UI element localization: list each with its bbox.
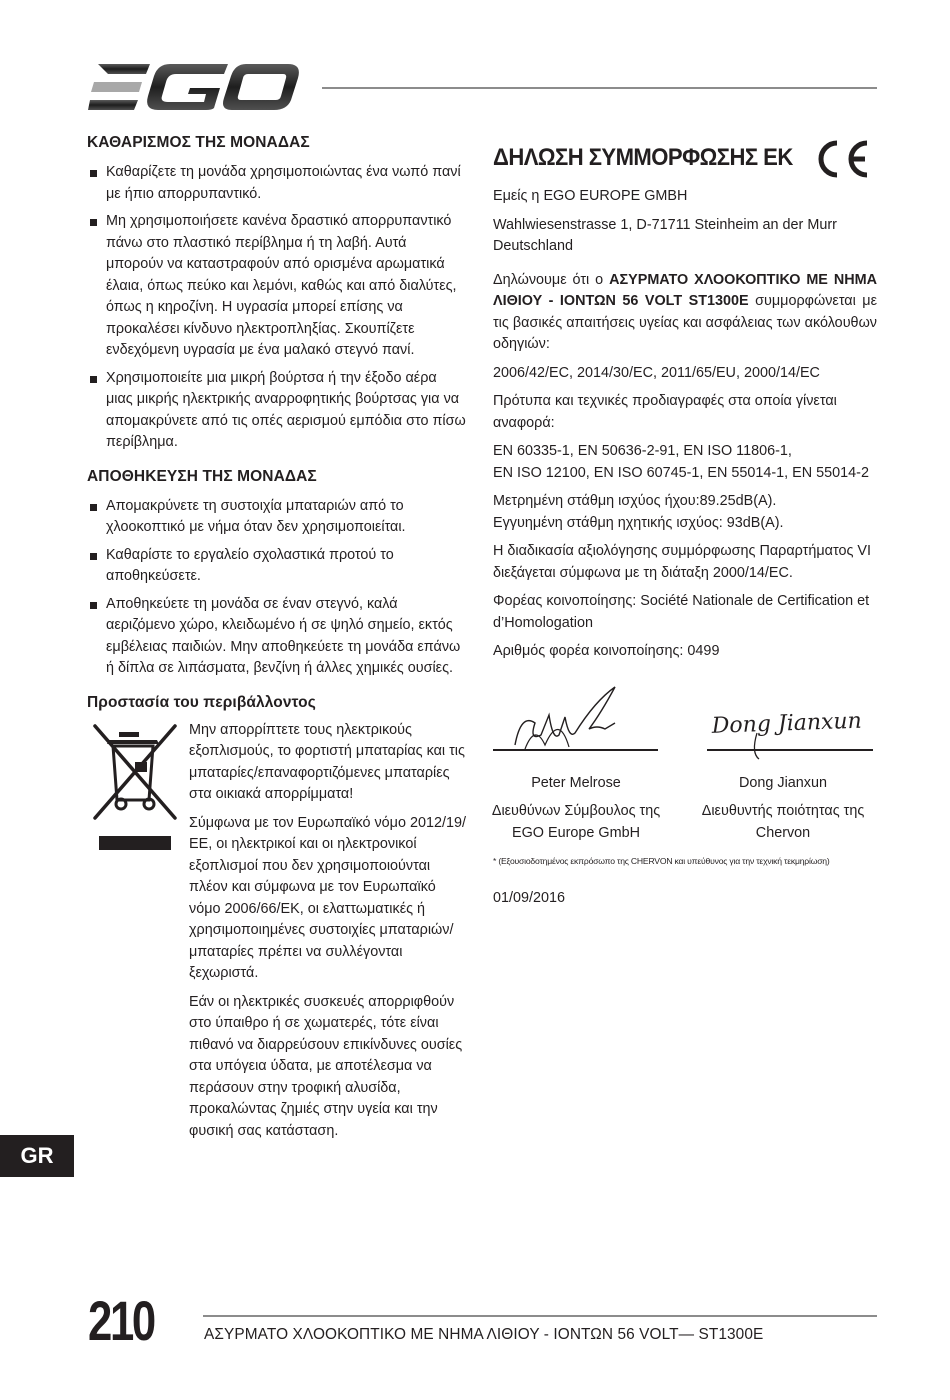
- crossed-bin-icon: [91, 722, 181, 850]
- language-tab: GR: [0, 1135, 74, 1177]
- environment-paragraph: Σύμφωνα με τον Ευρωπαϊκό νόμο 2012/19/ΕΕ, οι ηλεκτρικοί και οι ηλεκτρονικοί εξοπλισμοί που δεν χρησιμοποιούνται πλέον και σύμφωνα με τον Ευρωπαϊκό νόμο 2006/66/ΕΚ, οι ελαττωματικές ή χρησιμοποιημένες συστοιχίες μπαταριών/μπαταρίες πρέπει να συλλέγονται ξεχωριστά.: [189, 814, 466, 981]
- footer-product-title: ΑΣΥΡΜΑΤΟ ΧΛΟΟΚΟΠΤΙΚΟ ΜΕ ΝΗΜΑ ΛΙΘΙΟΥ - ΙΟΝΤΩΝ 56 VOLT— ST1300E: [204, 1326, 764, 1343]
- product-name: ΑΣΥΡΜΑΤΟ ΧΛΟΟΚΟΠΤΙΚΟ ΜΕ ΝΗΜΑ ΛΙΘΙΟΥ - ΙΟΝΤΩΝ 56 VOLT ST1300E: [493, 271, 877, 309]
- signer-2: [693, 773, 873, 845]
- list-item: Χρησιμοποιείτε μια μικρή βούρτσα ή την έξοδο αέρα μιας μικρής ηλεκτρικής αναρροφητικής βούρτσας για να απομακρύνετε από τις οπές αερισμού εμπόδια στο πίσω περίβλημα.: [87, 368, 467, 454]
- declaration-post: συμμορφώνεται με τις βασικές απαιτήσεις υγείας και ασφάλειας των ακόλουθων οδηγιών:: [493, 293, 877, 352]
- environment-paragraph: Εάν οι ηλεκτρικές συσκευές απορριφθούν στο ύπαιθρο ή σε χωματερές, τότε είναι πιθανό να διαρρεύσουν επικίνδυνες ουσίες στα υπόγεια ύδατα, με αποτέλεσμα να περάσουν στην τροφική αλυσίδα, προκαλώντας ζημιές στην υγεία και την φυσική σας κατάσταση.: [189, 993, 463, 1139]
- declaration-title: ΔΗΛΩΣΗ ΣΥΜΜΟΡΦΩΣΗΣ ΕΚ: [493, 144, 793, 171]
- signer-title: Διευθυντής ποιότητας της Chervon: [701, 803, 865, 841]
- list-item: Απομακρύνετε τη συστοιχία μπαταριών από το χλοοκοπτικό με νήμα όταν δεν χρησιμοποιείται.: [87, 496, 467, 539]
- signer-names: [493, 773, 877, 845]
- guaranteed-noise: Εγγυημένη στάθμη ηχητικής ισχύος: 93dB(A).: [493, 514, 784, 531]
- svg-text:Dong Jianxun: Dong Jianxun: [711, 708, 863, 739]
- page-number: 210: [88, 1289, 154, 1352]
- footer-rule: [203, 1315, 877, 1317]
- declaration-date: 01/09/2016: [493, 890, 566, 906]
- address: Wahlwiesenstrasse 1, D-71711 Steinheim an der Murr Deutschland: [493, 216, 837, 254]
- signer-title: Διευθύνων Σύμβουλος της EGO Europe GmbH: [491, 803, 661, 841]
- footnote: * (Εξουσιοδοτημένος εκπρόσωπο της CHERVON και υπεύθυνος για την τεχνική τεκμηρίωση): [493, 856, 830, 866]
- directives: 2006/42/EC, 2014/30/EC, 2011/65/EU, 2000/14/EC: [493, 364, 820, 381]
- environment-section: [87, 720, 467, 1143]
- ego-logo: [88, 62, 303, 114]
- cleaning-title: ΚΑΘΑΡΙΣΜΟΣ ΤΗΣ ΜΟΝΑΔΑΣ: [87, 134, 310, 151]
- list-item: Μη χρησιμοποιήσετε κανένα δραστικό απορρυπαντικό πάνω στο πλαστικό περίβλημα ή τη λαβή. Αυτά μπορούν να καταστραφούν από ορισμένα αρωματικά έλαια, όπως πεύκο και λεμόνι, καθώς και από διαλύτες, όπως η κηροζίνη. Η υγρασία μπορεί επίσης να προκαλέσει κίνδυνο ηλεκτροπληξίας. Σκουπίζετε ενδεχόμενη υγρασία με ένα μαλακό στεγνό πανί.: [87, 211, 467, 362]
- list-item: Καθαρίστε το εργαλείο σχολαστικά προτού το αποθηκεύσετε.: [87, 545, 467, 588]
- environment-title: Προστασία του περιβάλλοντος: [87, 693, 316, 711]
- standards-list: [493, 441, 877, 484]
- noise-levels: [493, 491, 877, 534]
- standards-line: EN ISO 12100, EN ISO 60745-1, EN 55014-1, EN 55014-2: [493, 464, 869, 481]
- signer-name: Peter Melrose: [531, 774, 621, 791]
- signer-name: Dong Jianxun: [738, 774, 827, 791]
- notified-body: Φορέας κοινοποίησης: Société Nationale de Certification et d’Homologation: [493, 593, 870, 631]
- declaration-text: [493, 270, 877, 356]
- signer-1: [483, 773, 669, 845]
- environment-paragraph: Μην απορρίπτετε τους ηλεκτρικούς εξοπλισμούς, το φορτιστή μπαταρίας και τις μπαταρίες/επαναφορτιζόμενες μπαταρίες στα οικιακά απορρίμματα!: [189, 721, 465, 802]
- declaration-pre: Δηλώνουμε ότι ο: [493, 271, 610, 288]
- signature-peter-melrose: [505, 683, 630, 753]
- signature-line: [707, 749, 873, 751]
- cleaning-list: [87, 162, 467, 454]
- signature-dong-jianxun: [707, 703, 867, 763]
- signatures: [493, 683, 877, 763]
- storage-title: ΑΠΟΘΗΚΕΥΣΗ ΤΗΣ ΜΟΝΑΔΑΣ: [87, 467, 317, 485]
- signature-line: [493, 749, 658, 751]
- header-rule: [322, 87, 877, 89]
- storage-list: [87, 496, 467, 680]
- standards-intro: Πρότυπα και τεχνικές προδιαγραφές στα οποία γίνεται αναφορά:: [493, 393, 837, 431]
- right-column: [493, 134, 877, 917]
- measured-noise: Μετρημένη στάθμη ισχύος ήχου:89.25dB(A).: [493, 493, 777, 509]
- procedure: Η διαδικασία αξιολόγησης συμμόρφωσης Παραρτήματος VI διεξάγεται σύμφωνα με τη διάταξη 2000/14/EC.: [493, 543, 871, 581]
- left-column: [87, 134, 467, 1149]
- notified-number: Αριθμός φορέα κοινοποίησης: 0499: [493, 643, 720, 659]
- standards-line: EN 60335-1, EN 50636-2-91, EN ISO 11806-1,: [493, 443, 792, 459]
- list-item: Αποθηκεύετε τη μονάδα σε έναν στεγνό, καλά αεριζόμενο χώρο, κλειδωμένο ή σε ψηλό σημείο, εκτός εμβέλειας παιδιών. Μην αποθηκεύετε τη μονάδα επάνω ή δίπλα σε λιπάσματα, βενζίνη ή άλλες χημικές ουσίες.: [87, 594, 467, 680]
- list-item: Καθαρίζετε τη μονάδα χρησιμοποιώντας ένα νωπό πανί με ήπιο απορρυπαντικό.: [87, 162, 467, 205]
- manufacturer: Εμείς η EGO EUROPE GMBH: [493, 188, 688, 204]
